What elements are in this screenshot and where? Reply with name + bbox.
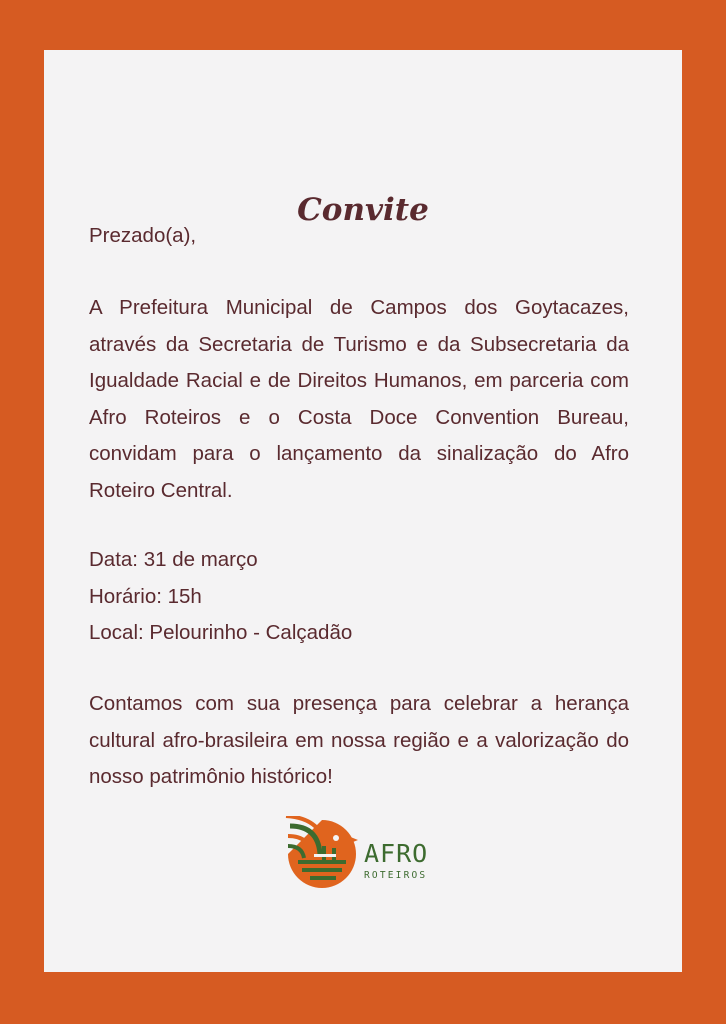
- closing-paragraph: Contamos com sua presença para celebrar a herança cultural afro-brasileira em nossa região e a valorização do nosso patrimônio histórico!: [89, 692, 629, 788]
- logo-text-afro: AFRO: [364, 839, 429, 868]
- afro-roteiros-logo: [284, 816, 434, 892]
- invitation-title: Convite: [297, 192, 429, 228]
- invitation-card: [44, 50, 682, 972]
- greeting-text: Prezado(a),: [89, 224, 197, 247]
- afro-roteiros-logo-icon: [286, 816, 358, 888]
- logo-text-roteiros: ROTEIROS: [364, 870, 428, 881]
- event-location: Local: Pelourinho - Calçadão: [89, 621, 353, 644]
- intro-paragraph: A Prefeitura Municipal de Campos dos Goytacazes, através da Secretaria de Turismo e da Subsecretaria da Igualdade Racial e de Direitos Humanos, em parceria com Afro Roteiros e o Costa Doce Convention Bureau, convidam para o lançamento da sinalização do Afro Roteiro Central.: [89, 296, 629, 502]
- event-time: Horário: 15h: [89, 584, 202, 608]
- event-details: [89, 542, 629, 652]
- event-date: Data: 31 de março: [89, 548, 258, 571]
